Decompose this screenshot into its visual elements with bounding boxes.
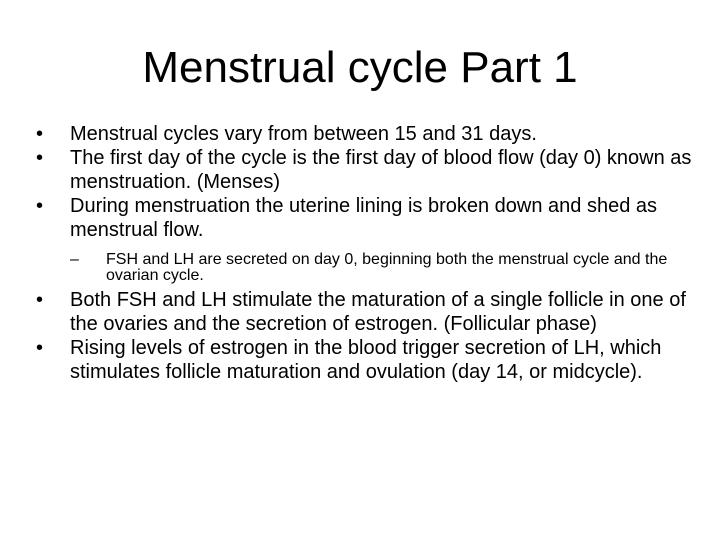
bullet-marker: • (36, 289, 44, 311)
bullet-list (36, 122, 696, 384)
bullet-text: During menstruation the uterine lining is broken down and shed as menstrual flow. (70, 195, 658, 241)
sub-bullet-marker: – (70, 251, 79, 268)
sub-bullet-text: FSH and LH are secreted on day 0, beginning both the menstrual cycle and the ovarian cycle. (106, 251, 668, 284)
bullet-item (36, 194, 696, 242)
bullet-marker: • (36, 195, 44, 217)
sub-bullet-item (36, 252, 696, 284)
bullet-text: The first day of the cycle is the first day of blood flow (day 0) known as menstruation. (Menses) (70, 147, 692, 193)
bullet-text: Menstrual cycles vary from between 15 and 31 days. (70, 123, 537, 145)
bullet-marker: • (36, 123, 44, 145)
bullet-text: Both FSH and LH stimulate the maturation of a single follicle in one of the ovaries and the secretion of estrogen. (Follicular phase) (70, 289, 686, 335)
bullet-item (36, 122, 696, 146)
bullet-item (36, 146, 696, 194)
bullet-marker: • (36, 337, 44, 359)
bullet-item (36, 336, 696, 384)
bullet-item (36, 288, 696, 336)
bullet-marker: • (36, 147, 44, 169)
slide-title: Menstrual cycle Part 1 (142, 43, 578, 92)
bullet-text: Rising levels of estrogen in the blood trigger secretion of LH, which stimulates follicle maturation and ovulation (day 14, or midcycle). (70, 337, 662, 383)
